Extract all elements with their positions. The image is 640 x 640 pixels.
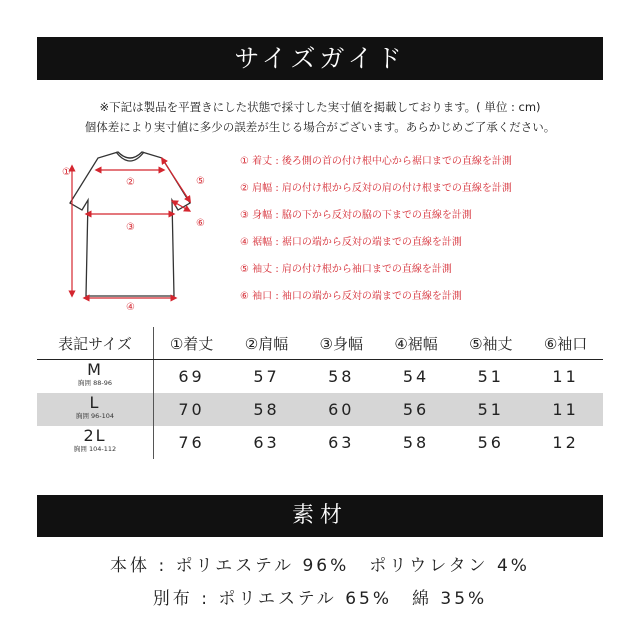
chest-range: 胸囲 96-104 bbox=[75, 412, 115, 420]
size-guide-title-bar bbox=[37, 37, 603, 80]
table-cell: 60 bbox=[304, 393, 379, 426]
size-name: M bbox=[87, 360, 103, 379]
diagram-label-3: ③ bbox=[126, 222, 135, 233]
size-label-header: 表記サイズ bbox=[37, 327, 154, 360]
table-cell: 70 bbox=[154, 393, 230, 426]
size-name: 2L bbox=[83, 426, 107, 445]
table-cell: 12 bbox=[552, 433, 579, 452]
material-title-bar bbox=[37, 495, 603, 537]
table-cell: 76 bbox=[178, 433, 205, 452]
table-cell: 11 bbox=[552, 367, 579, 386]
tshirt-diagram bbox=[50, 148, 225, 313]
header-shoulder: ②肩幅 bbox=[229, 327, 304, 360]
header-sleeve-opening: ⑥袖口 bbox=[528, 327, 603, 360]
size-name: L bbox=[89, 393, 101, 412]
table-cell: 58 bbox=[402, 433, 430, 452]
table-row bbox=[37, 393, 603, 426]
size-guide-title: サイズガイド bbox=[234, 44, 406, 73]
chest-range: 胸囲 104-112 bbox=[73, 445, 117, 453]
diagram-label-5: ⑤ bbox=[196, 176, 205, 187]
measurement-1: ① 着丈 : 後ろ側の首の付け根中心から裾口までの直線を計測 bbox=[240, 156, 512, 167]
table-row bbox=[37, 360, 603, 394]
diagram-label-6: ⑥ bbox=[196, 218, 205, 229]
header-length: ①着丈 bbox=[154, 327, 230, 360]
table-cell: 57 bbox=[253, 367, 280, 386]
table-cell: 54 bbox=[402, 367, 430, 386]
table-cell: 11 bbox=[528, 393, 603, 426]
header-chest: ③身幅 bbox=[304, 327, 379, 360]
size-cell bbox=[37, 360, 154, 394]
measurement-4: ④ 裾幅 : 裾口の端から反対の端までの直線を計測 bbox=[240, 237, 462, 248]
size-cell bbox=[37, 393, 154, 426]
diagram-label-1: ① bbox=[62, 167, 71, 178]
note-line-1: ※下記は製品を平置きにした状態で採寸した実寸値を掲載しております。( 単位 : cm) bbox=[99, 100, 541, 114]
table-header-row bbox=[37, 327, 603, 360]
table-cell: 63 bbox=[328, 433, 355, 452]
material-line-accent: 別布 : ポリエステル 65% 綿 35% bbox=[152, 589, 488, 609]
diagram-label-2: ② bbox=[126, 177, 135, 188]
header-hem: ④裾幅 bbox=[379, 327, 454, 360]
measurement-5: ⑤ 袖丈 : 肩の付け根から袖口までの直線を計測 bbox=[240, 264, 452, 275]
measurement-3: ③ 身幅 : 脇の下から反対の脇の下までの直線を計測 bbox=[240, 210, 472, 221]
measurement-6: ⑥ 袖口 : 袖口の端から反対の端までの直線を計測 bbox=[240, 291, 462, 302]
chest-range: 胸囲 88-96 bbox=[78, 379, 112, 387]
table-cell: 69 bbox=[178, 367, 205, 386]
table-row bbox=[37, 426, 603, 459]
note-line-2: 個体差により実寸値に多少の誤差が生じる場合がございます。あらかじめご了承ください。 bbox=[84, 120, 556, 134]
table-cell: 63 bbox=[253, 433, 280, 452]
table-cell: 58 bbox=[229, 393, 304, 426]
size-cell bbox=[37, 426, 154, 459]
table-cell: 56 bbox=[477, 433, 504, 452]
size-table bbox=[37, 327, 603, 459]
header-sleeve-length: ⑤袖丈 bbox=[453, 327, 528, 360]
diagram-label-4: ④ bbox=[126, 302, 135, 313]
material-line-body: 本体 : ポリエステル 96% ポリウレタン 4% bbox=[110, 556, 530, 576]
material-title: 素材 bbox=[291, 503, 348, 528]
table-cell: 58 bbox=[328, 367, 355, 386]
table-cell: 51 bbox=[477, 367, 504, 386]
table-cell: 51 bbox=[453, 393, 528, 426]
measurement-2: ② 肩幅 : 肩の付け根から反対の肩の付け根までの直線を計測 bbox=[240, 183, 512, 194]
table-cell: 56 bbox=[379, 393, 454, 426]
